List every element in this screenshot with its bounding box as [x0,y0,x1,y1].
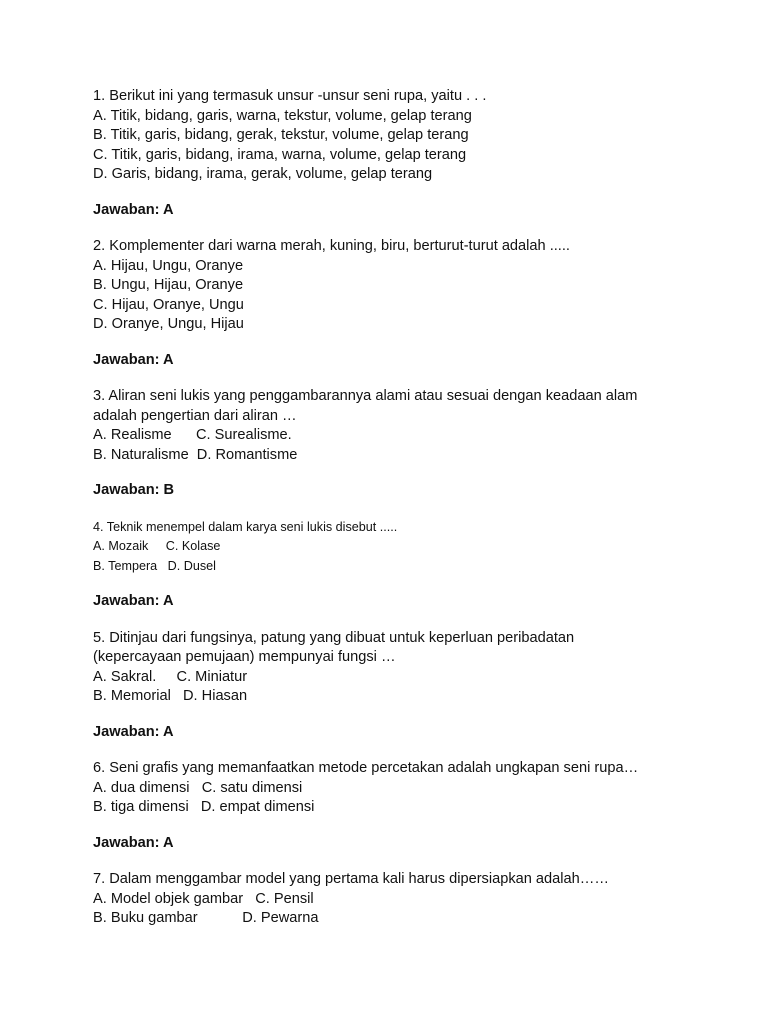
answer-text: Jawaban: B [93,482,175,498]
option-line: B. Naturalisme D. Romantisme [93,446,298,463]
option-line: A. dua dimensi C. satu dimensi [93,779,303,796]
option-line: C. Titik, garis, bidang, irama, warna, volume, gelap terang [93,146,467,163]
question-text: (kepercayaan pemujaan) mempunyai fungsi … [93,649,396,665]
question-block [93,237,733,370]
option-line: A. Sakral. C. Miniatur [93,668,248,685]
question-block [93,870,733,929]
question-text: 5. Ditinjau dari fungsinya, patung yang dibuat untuk keperluan peribadatan [93,629,575,646]
question-block [93,387,733,501]
option-line: D. Oranye, Ungu, Hijau [93,316,244,332]
option-line: B. Ungu, Hijau, Oranye [93,277,244,293]
question-block [93,518,733,577]
answer-text: Jawaban: A [93,723,174,740]
option-line: B. Buku gambar D. Pewarna [93,910,319,926]
answer-text: Jawaban: A [93,201,174,218]
option-line: A. Hijau, Ungu, Oranye [93,257,244,274]
option-line: C. Hijau, Oranye, Ungu [93,296,244,313]
option-line: A. Titik, bidang, garis, warna, tekstur, volume, gelap terang [93,107,472,124]
question-text: adalah pengertian dari aliran … [93,407,297,424]
option-line: D. Garis, bidang, irama, gerak, volume, gelap terang [93,166,433,182]
answer-text: Jawaban: A [93,834,174,851]
option-line: B. Memorial D. Hiasan [93,688,248,704]
question-text: 2. Komplementer dari warna merah, kuning, biru, berturut-turut adalah ..... [93,238,570,254]
option-line: A. Realisme C. Surealisme. [93,427,292,443]
option-line: B. Tempera D. Dusel [93,558,216,573]
option-line: A. Model objek gambar C. Pensil [93,890,314,907]
answer-text: Jawaban: A [93,351,174,368]
question-text: 3. Aliran seni lukis yang penggambarannya alami atau sesuai dengan keadaan alam [93,388,638,404]
question-text: 4. Teknik menempel dalam karya seni lukis disebut ..... [93,519,398,534]
question-text: 1. Berikut ini yang termasuk unsur -unsur seni rupa, yaitu . . . [93,88,487,104]
question-block [93,759,733,853]
answer-text: Jawaban: A [93,593,174,609]
option-line: B. Titik, garis, bidang, gerak, tekstur, volume, gelap terang [93,127,469,143]
question-text: 7. Dalam menggambar model yang pertama kali harus dipersiapkan adalah…… [93,871,609,887]
question-text: 6. Seni grafis yang memanfaatkan metode percetakan adalah ungkapan seni rupa… [93,760,639,776]
option-line: A. Mozaik C. Kolase [93,539,221,553]
question-block [93,87,733,220]
option-line: B. tiga dimensi D. empat dimensi [93,799,315,815]
document-page [93,87,733,929]
question-block [93,629,733,743]
